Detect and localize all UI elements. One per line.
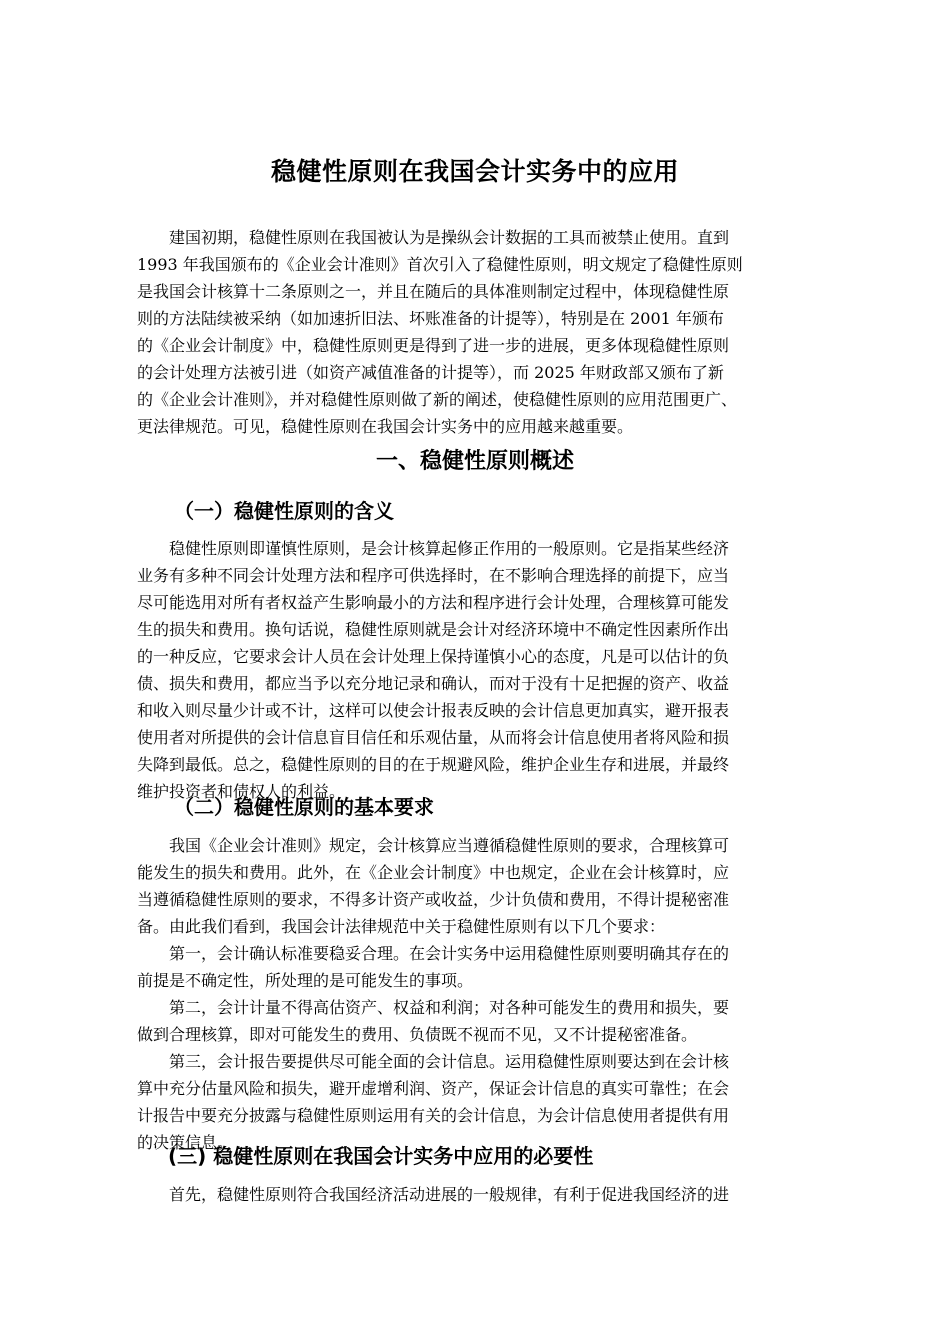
paragraph-line: 的一种反应，它要求会计人员在会计处理上保持谨慎小心的态度，凡是可以估计的负 bbox=[137, 647, 730, 666]
paragraph-line: 的会计处理方法被引进（如资产减值准备的计提等），而 2025 年财政部又颁布了新 bbox=[137, 363, 724, 382]
paragraph-line: 能发生的损失和费用。此外，在《企业会计制度》中也规定，企业在会计核算时，应 bbox=[137, 863, 730, 882]
paragraph-line: 使用者对所提供的会计信息盲目信任和乐观估量，从而将会计信息使用者将风险和损 bbox=[137, 728, 730, 747]
paragraph-line: 的决策信息。 bbox=[137, 1133, 234, 1152]
paragraph-line: 的《企业会计制度》中，稳健性原则更是得到了进一步的进展，更多体现稳健性原则 bbox=[137, 336, 730, 355]
subsection-heading-3: (三) 稳健性原则在我国会计实务中应用的必要性 bbox=[168, 1144, 594, 1168]
paragraph-line: 前提是不确定性，所处理的是可能发生的事项。 bbox=[137, 971, 474, 990]
paragraph-line: 第二，会计计量不得高估资产、权益和利润；对各种可能发生的费用和损失，要 bbox=[137, 998, 730, 1017]
paragraph-line: 生的损失和费用。换句话说，稳健性原则就是会计对经济环境中不确定性因素所作出 bbox=[137, 620, 730, 639]
paragraph-line: 尽可能选用对所有者权益产生影响最小的方法和程序进行会计处理，合理核算可能发 bbox=[137, 593, 730, 612]
paragraph-line: 计报告中要充分披露与稳健性原则运用有关的会计信息，为会计信息使用者提供有用 bbox=[137, 1106, 730, 1125]
paragraph-line: 第一，会计确认标准要稳妥合理。在会计实务中运用稳健性原则要明确其存在的 bbox=[137, 944, 730, 963]
subsection-heading-2: （二）稳健性原则的基本要求 bbox=[174, 795, 434, 819]
paragraph-line: 1993 年我国颁布的《企业会计准则》首次引入了稳健性原则，明文规定了稳健性原则 bbox=[137, 255, 743, 274]
paragraph-line: 做到合理核算，即对可能发生的费用、负债既不视而不见，又不计提秘密准备。 bbox=[137, 1025, 698, 1044]
paragraph-line: 备。由此我们看到，我国会计法律规范中关于稳健性原则有以下几个要求： bbox=[137, 917, 666, 936]
document-title: 稳健性原则在我国会计实务中的应用 bbox=[270, 157, 679, 186]
section-heading: 一、稳健性原则概述 bbox=[375, 449, 574, 474]
subsection-heading-1: （一）稳健性原则的含义 bbox=[174, 499, 394, 523]
paragraph-line: 稳健性原则即谨慎性原则，是会计核算起修正作用的一般原则。它是指某些经济 bbox=[137, 539, 730, 558]
paragraph-line: 债、损失和费用，都应当予以充分地记录和确认，而对于没有十足把握的资产、收益 bbox=[137, 674, 730, 693]
paragraph-line: 建国初期，稳健性原则在我国被认为是操纵会计数据的工具而被禁止使用。直到 bbox=[137, 228, 730, 247]
intro-paragraph bbox=[137, 224, 847, 440]
subsection-2-paragraph bbox=[137, 832, 847, 1156]
paragraph-line: 业务有多种不同会计处理方法和程序可供选择时，在不影响合理选择的前提下，应当 bbox=[137, 566, 730, 585]
subsection-1-paragraph bbox=[137, 535, 847, 805]
paragraph-line: 更法律规范。可见，稳健性原则在我国会计实务中的应用越来越重要。 bbox=[137, 417, 634, 436]
paragraph-line: 则的方法陆续被采纳（如加速折旧法、坏账准备的计提等），特别是在 2001 年颁布 bbox=[137, 309, 724, 328]
paragraph-line: 的《企业会计准则》，并对稳健性原则做了新的阐述，使稳健性原则的应用范围更广、 bbox=[137, 390, 738, 409]
paragraph-line: 我国《企业会计准则》规定，会计核算应当遵循稳健性原则的要求，合理核算可 bbox=[137, 836, 730, 855]
subsection-3-paragraph bbox=[137, 1181, 847, 1208]
paragraph-line: 第三，会计报告要提供尽可能全面的会计信息。运用稳健性原则要达到在会计核 bbox=[137, 1052, 730, 1071]
paragraph-line: 当遵循稳健性原则的要求，不得多计资产或收益，少计负债和费用，不得计提秘密准 bbox=[137, 890, 730, 909]
paragraph-line: 是我国会计核算十二条原则之一，并且在随后的具体准则制定过程中，体现稳健性原 bbox=[137, 282, 730, 301]
paragraph-line: 失降到最低。总之，稳健性原则的目的在于规避风险，维护企业生存和进展，并最终 bbox=[137, 755, 730, 774]
paragraph-line: 算中充分估量风险和损失，避开虚增利润、资产，保证会计信息的真实可靠性；在会 bbox=[137, 1079, 730, 1098]
paragraph-line: 和收入则尽量少计或不计，这样可以使会计报表反映的会计信息更加真实，避开报表 bbox=[137, 701, 730, 720]
paragraph-line: 维护投资者和债权人的利益。 bbox=[137, 782, 346, 801]
paragraph-line: 首先，稳健性原则符合我国经济活动进展的一般规律，有利于促进我国经济的进 bbox=[137, 1185, 730, 1204]
